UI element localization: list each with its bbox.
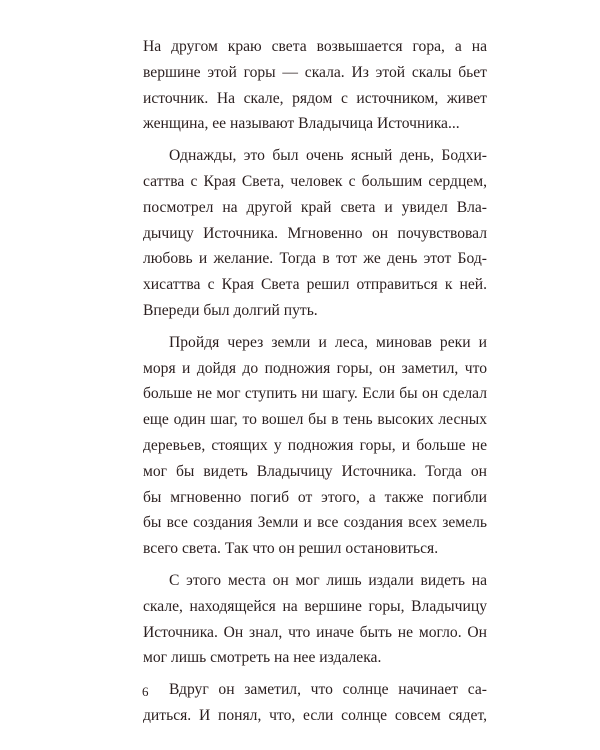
text-line: скале, находящейся на вершине горы, Владычицу	[143, 597, 487, 615]
body-text	[143, 34, 487, 729]
text-line: источник. На скале, рядом с источником, живет	[143, 89, 487, 107]
paragraph-3	[143, 330, 487, 562]
paragraph-2	[143, 143, 487, 324]
paragraph-4	[143, 568, 487, 671]
text-line: Источника. Он знал, что иначе быть не могло. Он	[143, 623, 487, 641]
text-line: бы мгновенно погиб от этого, а также погибли	[143, 488, 487, 506]
text-line: хисаттва с Края Света решил отправиться к ней.	[143, 276, 487, 294]
text-line: дычицу Источника. Мгновенно он почувствовал	[143, 224, 487, 242]
text-line: С этого места он мог лишь издали видеть на	[169, 571, 487, 589]
text-line: Пройдя через земли и леса, миновав реки и	[169, 333, 487, 351]
text-line: деревьев, стоящих у подножия горы, и больше не	[143, 436, 487, 454]
text-line: женщина, ее называют Владычица Источника...	[143, 115, 460, 133]
paragraph-5	[143, 677, 487, 729]
text-line: На другом краю света возвышается гора, а на	[143, 38, 487, 55]
text-line: мог бы видеть Владычицу Источника. Тогда он	[143, 462, 487, 480]
text-line: мог лишь смотреть на нее издалека.	[143, 649, 382, 667]
text-line: бы все создания Земли и все создания всех земель	[143, 514, 487, 532]
text-line: вершине этой горы — скала. Из этой скалы бьет	[143, 63, 487, 81]
text-line: посмотрел на другой край света и увидел Вла-	[143, 198, 487, 216]
text-line: еще один шаг, то вошел бы в тень высоких лесных	[143, 411, 487, 429]
text-line: всего света. Так что он решил остановиться.	[143, 540, 439, 558]
text-line: Однажды, это был очень ясный день, Бодхи-	[169, 147, 487, 165]
text-line: моря и дойдя до подножия горы, он заметил, что	[143, 359, 487, 377]
text-line: Вдруг он заметил, что солнце начинает са-	[169, 681, 487, 699]
text-line: больше не мог ступить ни шагу. Если бы он сделал	[143, 385, 487, 403]
text-line: диться. И понял, что, если солнце совсем сядет,	[143, 706, 487, 724]
text-line: Впереди был долгий путь.	[143, 301, 318, 319]
paragraph-1	[143, 34, 487, 137]
text-line: любовь и желание. Тогда в тот же день этот Бод-	[143, 250, 487, 268]
page-number: 6	[142, 684, 149, 699]
text-line: саттва с Края Света, человек с большим сердцем,	[143, 172, 487, 190]
